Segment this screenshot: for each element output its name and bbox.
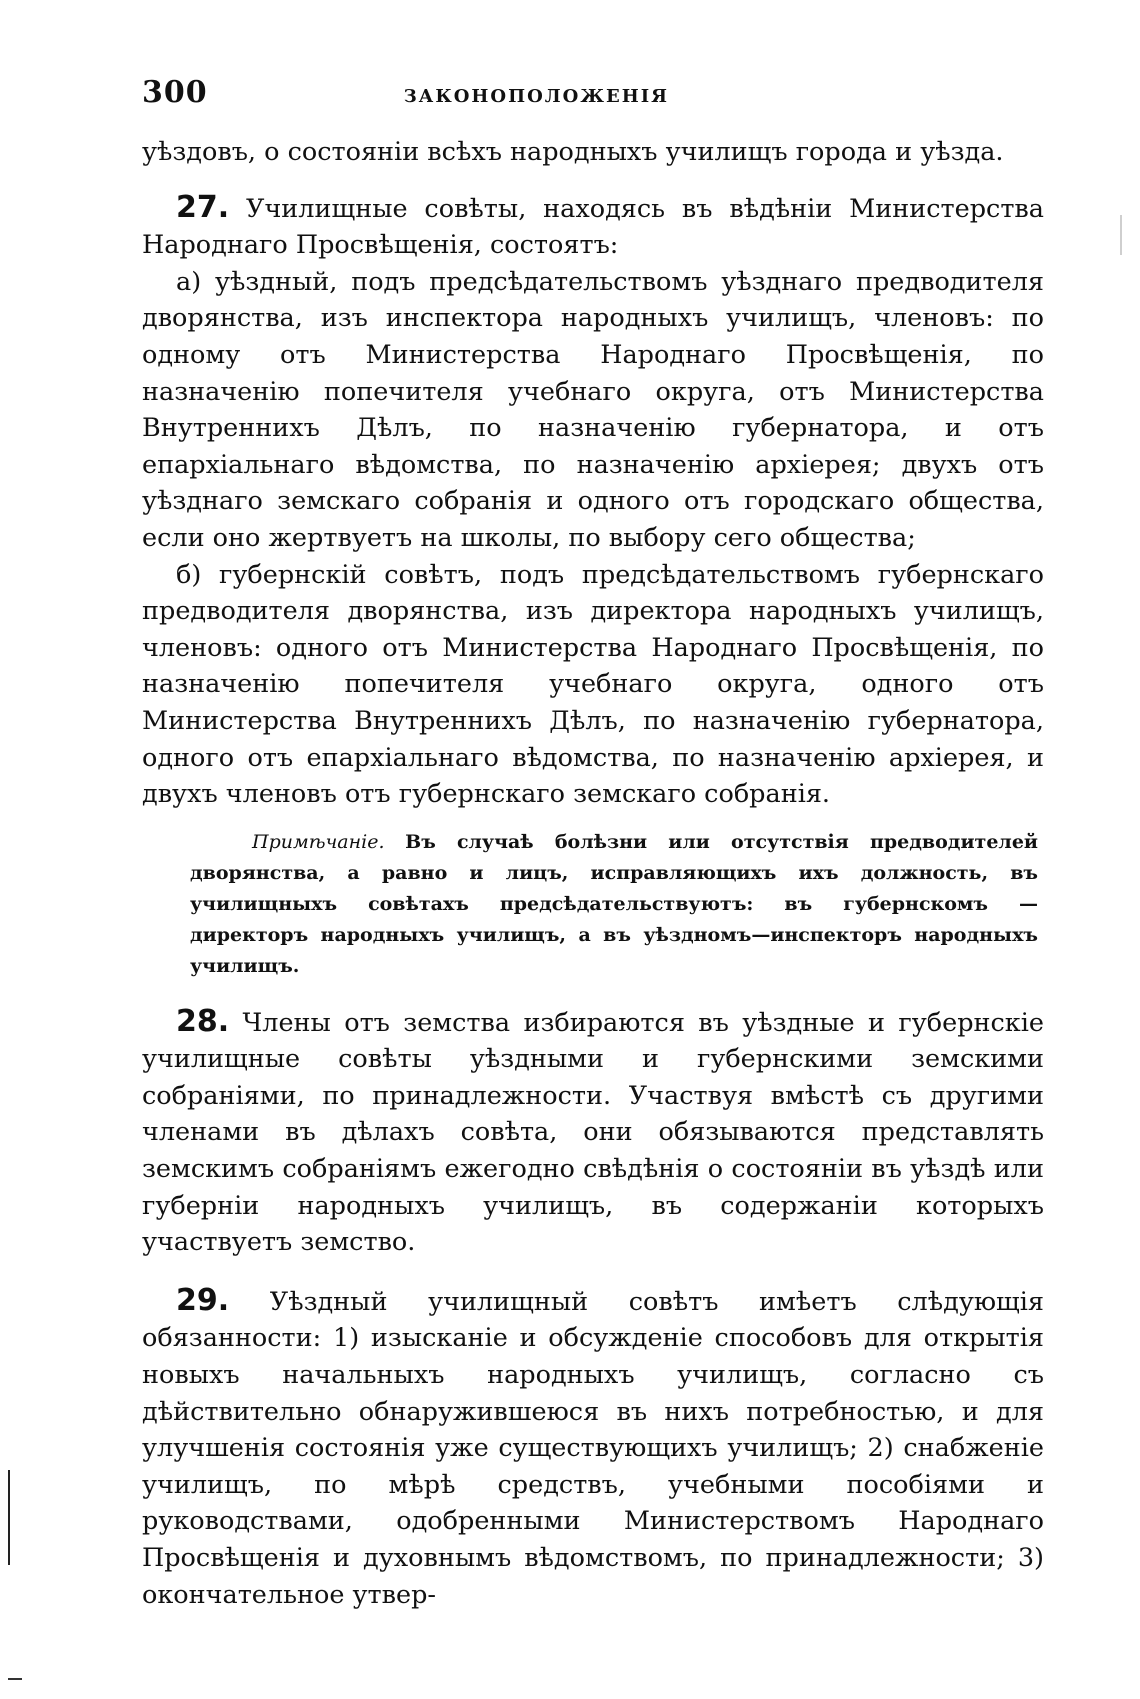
- article-27: [142, 190, 1044, 264]
- article-27-item-a: а) уѣздный, подъ предсѣдательствомъ уѣзднаго предводителя дворянства, изъ инспектора народныхъ училищъ, членовъ: по одному отъ Министерства Народнаго Просвѣщенія, по назначенію попечителя учебнаго округа, отъ Министерства Внутреннихъ Дѣлъ, по назначенію губернатора, и отъ епархіальнаго вѣдомства, по назначенію архіерея; двухъ отъ уѣзднаго земскаго собранія и одного отъ городскаго общества, если оно жертвуетъ на школы, по выбору сего общества;: [142, 266, 1044, 553]
- article-27-note: [190, 827, 1038, 982]
- article-28-text: Члены отъ земства избираются въ уѣздные и губернскіе училищные совѣты уѣздными и губернскими земскими собраніями, по принадлежности. Участвуя вмѣстѣ съ другими членами въ дѣлахъ совѣта, они обязываются представлять земскимъ собраніямъ ежегодно свѣдѣнія о состояніи въ уѣздѣ или губерніи народныхъ училищъ, въ содержаніи которыхъ участвуетъ земство.: [142, 1007, 1044, 1258]
- page-body: [142, 134, 1044, 1613]
- note-text: Въ случаѣ болѣзни или отсутствія предводителей дворянства, а равно и лицъ, исправляющихъ ихъ должность, въ училищныхъ совѣтахъ предсѣдательствуютъ: въ губернскомъ — директоръ народныхъ училищъ, а въ уѣздномъ—инспекторъ народныхъ училищъ.: [190, 830, 1038, 977]
- scan-edge-dash-left: [8, 1678, 22, 1680]
- scan-edge-mark-right: [1120, 215, 1122, 255]
- article-number-27: 27.: [176, 189, 230, 225]
- article-27-text: Училищные совѣты, находясь въ вѣдѣніи Министерства Народнаго Просвѣщенія, состоятъ:: [142, 193, 1044, 261]
- article-27-item-b: б) губернскій совѣтъ, подъ предсѣдательствомъ губернскаго предводителя дворянства, изъ директора народныхъ училищъ, членовъ: одного отъ Министерства Народнаго Просвѣщенія, по назначенію попечителя учебнаго округа, одного отъ Министерства Внутреннихъ Дѣлъ, по назначенію губернатора, одного отъ епархіальнаго вѣдомства, по назначенію архіерея, и двухъ членовъ отъ губернскаго земскаго собранія.: [142, 559, 1044, 810]
- scan-edge-mark-left: [8, 1470, 10, 1565]
- article-29: [142, 1283, 1044, 1613]
- running-title: ЗАКОНОПОЛОЖЕНІЯ: [403, 86, 669, 107]
- article-number-28: 28.: [176, 1003, 230, 1039]
- page-header: [142, 75, 1044, 124]
- continuation-paragraph: уѣздовъ, о состояніи всѣхъ народныхъ училищъ города и уѣзда.: [142, 137, 1004, 167]
- note-label: Примѣчаніе.: [252, 830, 385, 853]
- article-29-text: Уѣздный училищный совѣтъ имѣетъ слѣдующія обязанности: 1) изысканіе и обсужденіе способовъ для открытія новыхъ начальныхъ народныхъ училищъ, согласно съ дѣйствительно обнаружившеюся въ нихъ потребностью, и для улучшенія состоянія уже существующихъ училищъ; 2) снабженіе училищъ, по мѣрѣ средствъ, учебными пособіями и руководствами, одобренными Министерствомъ Народнаго Просвѣщенія и духовнымъ вѣдомствомъ, по принадлежности; 3) окончательное утвер-: [142, 1286, 1044, 1610]
- article-28: [142, 1004, 1044, 1261]
- article-number-29: 29.: [176, 1282, 230, 1318]
- page-number: 300: [142, 75, 208, 110]
